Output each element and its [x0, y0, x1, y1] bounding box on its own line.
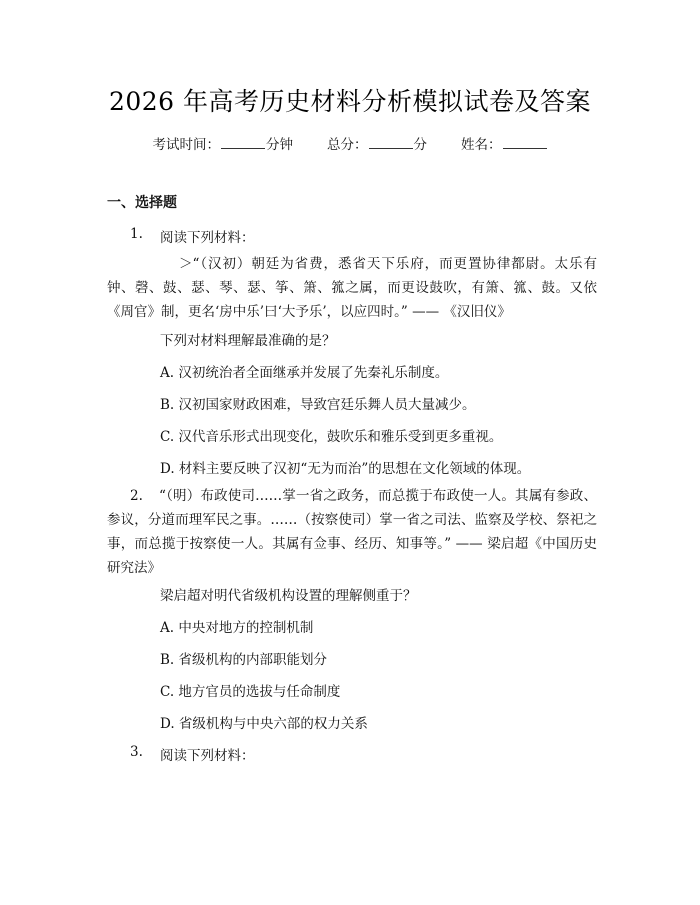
question-2-option-b: B. 省级机构的内部职能划分	[160, 652, 328, 668]
time-label: 考试时间：	[152, 137, 220, 153]
question-1-option-c: C. 汉代音乐形式出现变化，鼓吹乐和雅乐受到更多重视。	[160, 429, 503, 445]
section-title: 一、选择题	[107, 195, 177, 211]
question-2-option-a: A. 中央对地方的控制机制	[160, 620, 314, 636]
name-blank	[503, 136, 547, 149]
question-1-stem: 下列对材料理解最准确的是？	[160, 333, 336, 349]
student-name-field	[461, 133, 548, 153]
score-label: 总分：	[327, 137, 368, 153]
question-2-option-c: C. 地方官员的选拔与任命制度	[160, 684, 341, 700]
time-unit: 分钟	[266, 137, 293, 153]
name-label: 姓名：	[461, 137, 502, 153]
question-1-number: 1.	[130, 226, 143, 242]
question-2-material: “（明）布政使司……掌一省之政务，而总揽于布政使一人。其属有参政、参议，分道而理军民之事。……（按察使司）掌一省之司法、监察及学校、祭祀之事，而总揽于按察使一人。其属有佥事、经历、知事等。” —— 梁启超《中国历史研究法》	[107, 488, 597, 576]
question-2-number: 2.	[130, 488, 143, 504]
question-2-stem: 梁启超对明代省级机构设置的理解侧重于？	[160, 588, 417, 604]
question-3-number: 3.	[130, 744, 143, 760]
question-1-option-b: B. 汉初国家财政困难，导致宫廷乐舞人员大量减少。	[160, 397, 476, 413]
score-unit: 分	[413, 137, 427, 153]
exam-meta	[0, 133, 700, 153]
time-blank	[221, 136, 265, 149]
question-3-intro: 阅读下列材料：	[160, 748, 255, 764]
question-1-option-d: D. 材料主要反映了汉初“无为而治”的思想在文化领域的体现。	[160, 461, 531, 477]
question-1-intro: 阅读下列材料：	[160, 230, 255, 246]
question-1-material: ＞“（汉初）朝廷为省费，悉省天下乐府，而更置协律都尉。太乐有钟、磬、鼓、瑟、琴、瑟、筝、箫、箛之属，而更设鼓吹，有箫、箛、鼓。又依《周官》制，更名‘房中乐’曰‘大予乐’，以应四时。” —— 《汉旧仪》	[107, 256, 597, 320]
question-2-option-d: D. 省级机构与中央六部的权力关系	[160, 716, 368, 732]
exam-time-field	[153, 133, 294, 153]
total-score-field	[327, 133, 427, 153]
question-1-option-a: A. 汉初统治者全面继承并发展了先秦礼乐制度。	[160, 365, 449, 381]
score-blank	[369, 136, 413, 149]
page-title: 2026 年高考历史材料分析模拟试卷及答案	[108, 87, 592, 116]
